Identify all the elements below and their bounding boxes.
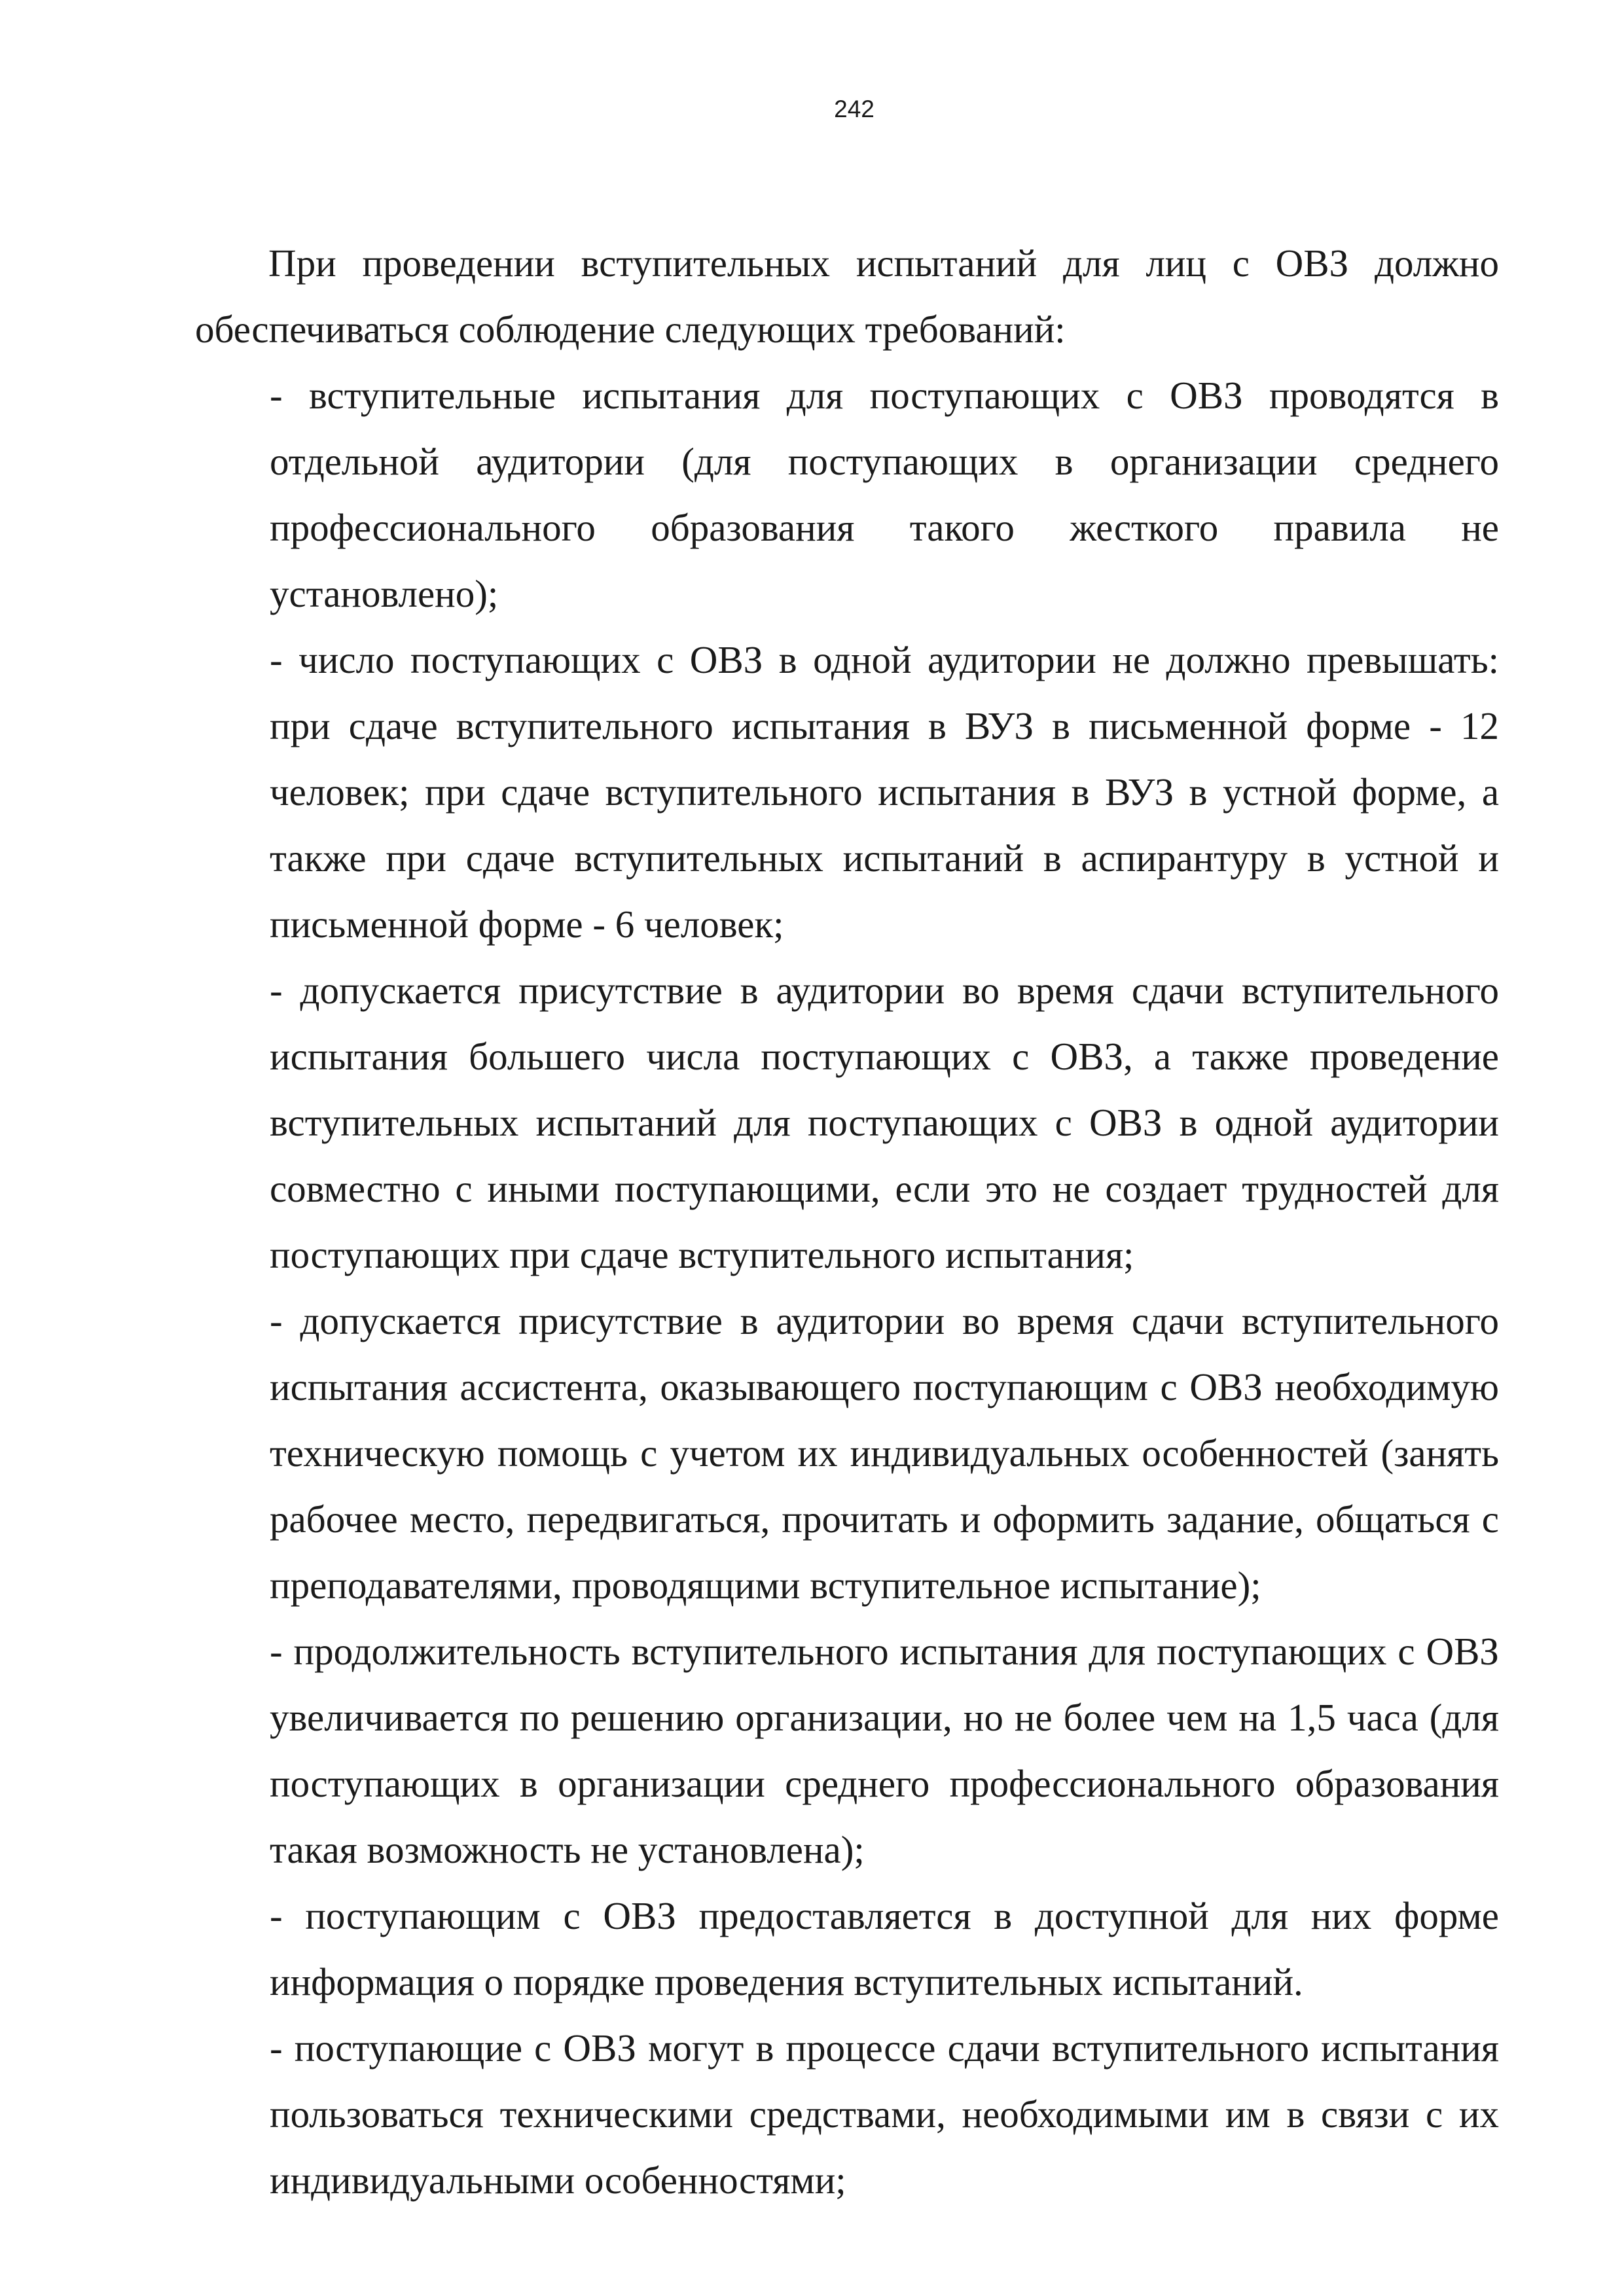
document-body bbox=[195, 230, 1499, 2214]
requirement-item: - допускается присутствие в аудитории во время сдачи вступительного испытания ассистента, оказывающего поступающим с ОВЗ необходимую техническую помощь с учетом их индивидуальных особенностей (занять рабочее место, передвигаться, прочитать и оформить задание, общаться с преподавателями, проводящими вступительное испытание); bbox=[270, 1299, 1499, 1607]
requirement-item: - поступающим с ОВЗ предоставляется в доступной для них форме информация о порядке проведения вступительных испытаний. bbox=[270, 1894, 1499, 2003]
requirement-item: - число поступающих с ОВЗ в одной аудитории не должно превышать: при сдаче вступительного испытания в ВУЗ в письменной форме - 12 человек; при сдаче вступительного испытания в ВУЗ в устной форме, а также при сдаче вступительных испытаний в аспирантуру в устной и письменной форме - 6 человек; bbox=[270, 638, 1499, 946]
requirement-item: - продолжительность вступительного испытания для поступающих с ОВЗ увеличивается по решению организации, но не более чем на 1,5 часа (для поступающих в организации среднего профессионального образования такая возможность не установлена); bbox=[270, 1630, 1499, 1871]
page-number: 242 bbox=[834, 96, 875, 122]
requirement-item: - поступающие с ОВЗ могут в процессе сдачи вступительного испытания пользоваться техническими средствами, необходимыми им в связи с их индивидуальными особенностями; bbox=[270, 2026, 1499, 2202]
requirement-item: - вступительные испытания для поступающих с ОВЗ проводятся в отдельной аудитории (для поступающих в организации среднего профессионального образования такого жесткого правила не установлено); bbox=[270, 374, 1499, 615]
requirement-item: - допускается присутствие в аудитории во время сдачи вступительного испытания большего числа поступающих с ОВЗ, а также проведение вступительных испытаний для поступающих с ОВЗ в одной аудитории совместно с иными поступающими, если это не создает трудностей для поступающих при сдаче вступительного испытания; bbox=[270, 969, 1499, 1276]
requirements-list bbox=[195, 363, 1499, 2214]
intro-paragraph: При проведении вступительных испытаний для лиц с ОВЗ должно обеспечиваться соблюдение следующих требований: bbox=[195, 242, 1499, 351]
